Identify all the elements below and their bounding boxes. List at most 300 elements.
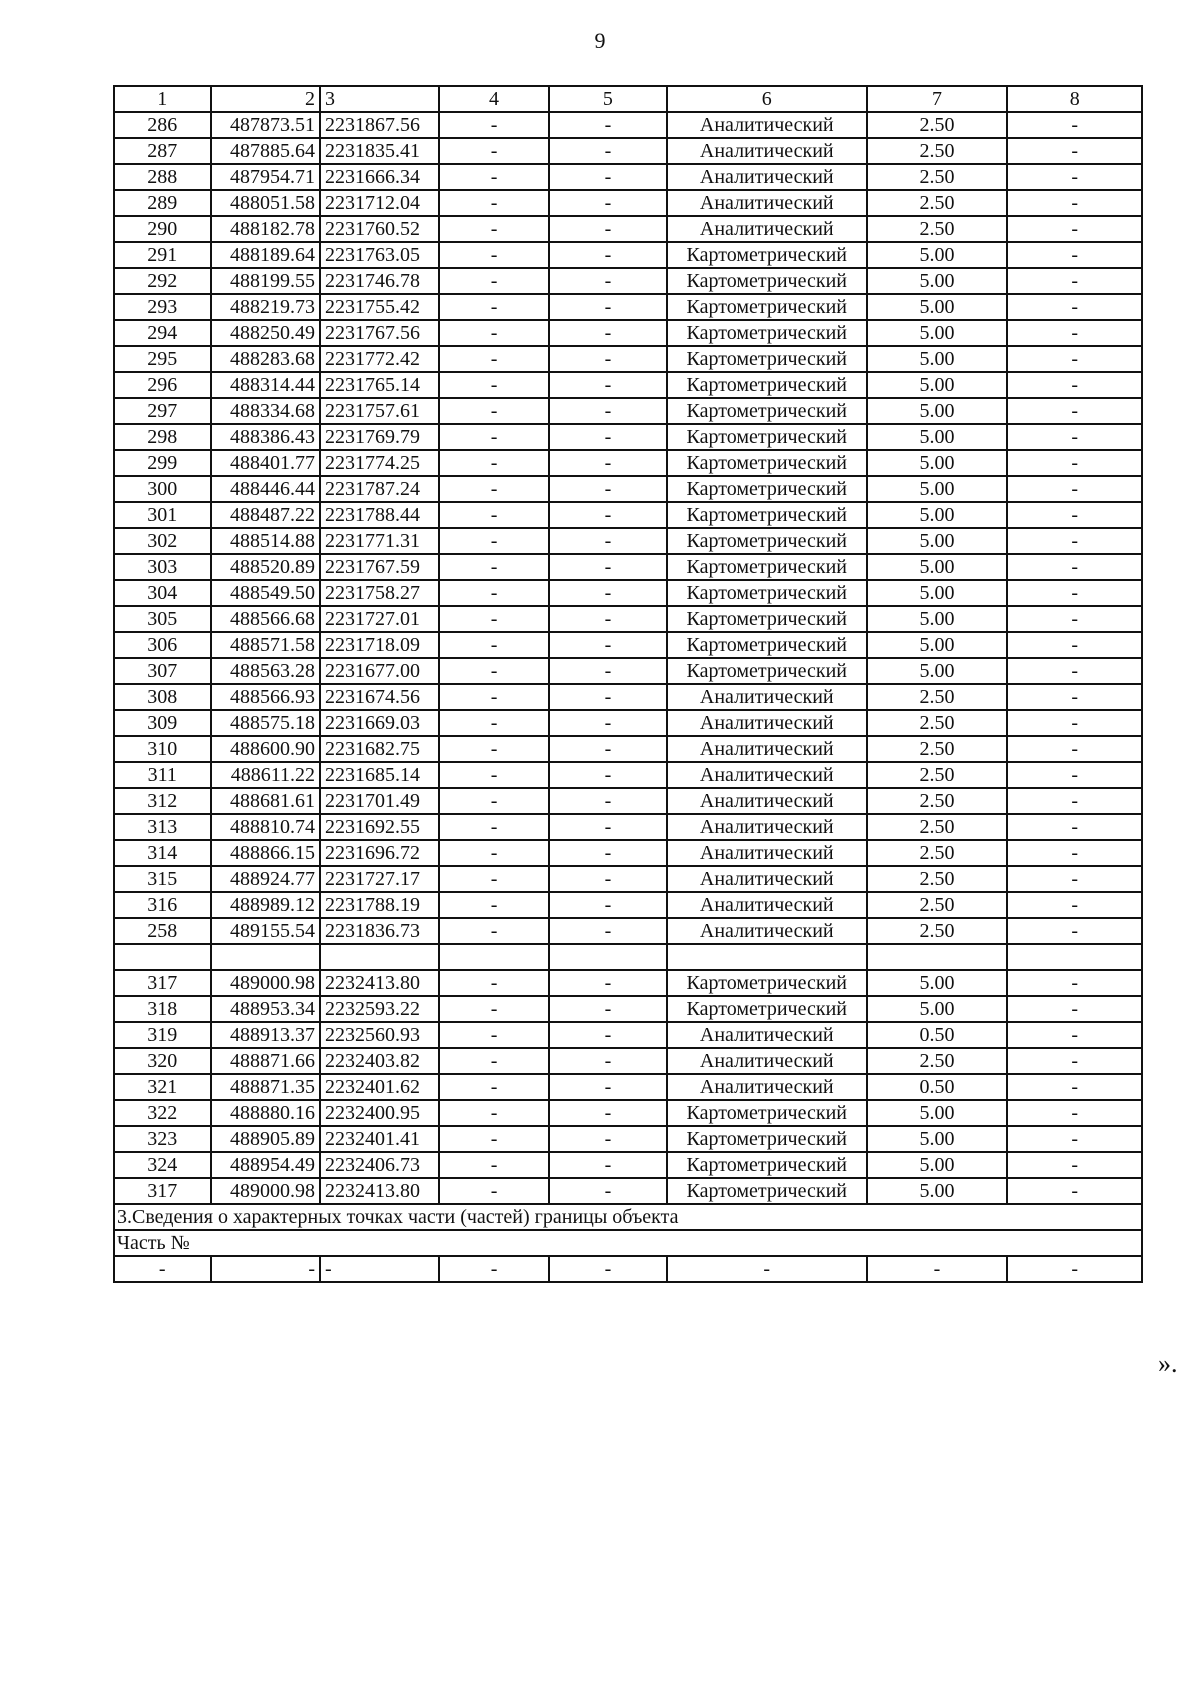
table-cell-col-5: - <box>549 1100 667 1126</box>
table-cell-col-4: - <box>439 840 549 866</box>
table-cell-col-3: 2231696.72 <box>320 840 439 866</box>
table-cell-col-1: 319 <box>114 1022 211 1048</box>
table-cell-col-5: - <box>549 112 667 138</box>
table-cell-col-6: Картометрический <box>667 632 867 658</box>
table-cell-col-3: 2231685.14 <box>320 762 439 788</box>
table-cell-col-5: - <box>549 866 667 892</box>
table-row <box>114 970 1142 996</box>
table-cell-col-6: Аналитический <box>667 762 867 788</box>
table-cell-col-1: 322 <box>114 1100 211 1126</box>
table-cell-col-4: - <box>439 138 549 164</box>
table-cell-col-8: - <box>1007 502 1142 528</box>
table-cell-col-3: 2231677.00 <box>320 658 439 684</box>
table-cell-col-1: 304 <box>114 580 211 606</box>
table-cell-col-7: 5.00 <box>867 580 1008 606</box>
table-cell-col-3: 2232560.93 <box>320 1022 439 1048</box>
table-cell-col-2: 488514.88 <box>211 528 321 554</box>
table-cell-col-3: 2231669.03 <box>320 710 439 736</box>
table-cell-col-1: 311 <box>114 762 211 788</box>
table-row <box>114 424 1142 450</box>
table-cell-col-2: 488283.68 <box>211 346 321 372</box>
table-cell-col-8: - <box>1007 1074 1142 1100</box>
table-cell-col-8: - <box>1007 450 1142 476</box>
table-cell-col-7: 5.00 <box>867 294 1008 320</box>
table-cell-col-5: - <box>549 606 667 632</box>
table-cell-col-4: - <box>439 1256 549 1282</box>
table-header-row <box>114 86 1142 112</box>
table-cell-col-7: 5.00 <box>867 606 1008 632</box>
table-cell-col-4: - <box>439 242 549 268</box>
table-cell-col-4: - <box>439 216 549 242</box>
table-cell-col-7: 5.00 <box>867 476 1008 502</box>
table-cell-col-3: 2231787.24 <box>320 476 439 502</box>
table-cell-col-6: Аналитический <box>667 814 867 840</box>
table-cell-col-4: - <box>439 268 549 294</box>
table-cell-col-2: 488386.43 <box>211 424 321 450</box>
table-cell-col-3: 2231758.27 <box>320 580 439 606</box>
table-cell-col-7: 5.00 <box>867 242 1008 268</box>
table-cell-col-6: Картометрический <box>667 268 867 294</box>
table-cell-col-3: 2232406.73 <box>320 1152 439 1178</box>
table-cell-col-1: 258 <box>114 918 211 944</box>
table-cell-col-6: Картометрический <box>667 424 867 450</box>
table-cell-col-2: 488571.58 <box>211 632 321 658</box>
table-cell-col-6: Аналитический <box>667 190 867 216</box>
table-cell-col-6: Аналитический <box>667 866 867 892</box>
table-cell-col-1: 290 <box>114 216 211 242</box>
table-cell-col-5: - <box>549 450 667 476</box>
table-cell-col-1: 289 <box>114 190 211 216</box>
table-cell-col-8: - <box>1007 1256 1142 1282</box>
table-cell-col-7: 2.50 <box>867 840 1008 866</box>
table-cell-col-7: 2.50 <box>867 138 1008 164</box>
table-cell-col-6: Аналитический <box>667 112 867 138</box>
table-cell-col-3: 2231835.41 <box>320 138 439 164</box>
table-cell-col-7: 5.00 <box>867 970 1008 996</box>
table-cell-col-3: 2231682.75 <box>320 736 439 762</box>
table-cell-col-1: 292 <box>114 268 211 294</box>
table-cell-col-3: 2231767.59 <box>320 554 439 580</box>
table-cell-col-4: - <box>439 918 549 944</box>
table-cell-col-3: 2231701.49 <box>320 788 439 814</box>
table-cell-col-4: - <box>439 710 549 736</box>
table-cell-col-4: - <box>439 866 549 892</box>
table-cell-col-6: Аналитический <box>667 216 867 242</box>
table-row <box>114 944 1142 970</box>
table-row <box>114 814 1142 840</box>
table-cell-col-3: 2232593.22 <box>320 996 439 1022</box>
table-row <box>114 398 1142 424</box>
table-cell-col-2: 488250.49 <box>211 320 321 346</box>
table-cell-col-6: Картометрический <box>667 450 867 476</box>
table-cell-col-3: 2232401.41 <box>320 1126 439 1152</box>
table-cell-col-7: 2.50 <box>867 762 1008 788</box>
table-cell-col-1: - <box>114 1256 211 1282</box>
table-cell-col-5: - <box>549 632 667 658</box>
table-cell-col-2: 488189.64 <box>211 242 321 268</box>
table-cell-col-5: - <box>549 138 667 164</box>
table-cell-col-7: 7 <box>867 86 1008 112</box>
table-cell-col-1: 310 <box>114 736 211 762</box>
table-cell-col-5 <box>549 944 667 970</box>
table-cell-col-5: - <box>549 346 667 372</box>
table-cell-col-3: 2231727.01 <box>320 606 439 632</box>
table-cell-col-4: - <box>439 372 549 398</box>
table-cell-col-2: 488575.18 <box>211 710 321 736</box>
table-cell-col-1: 298 <box>114 424 211 450</box>
table-cell-col-3: 2231772.42 <box>320 346 439 372</box>
table-cell-col-2: 488954.49 <box>211 1152 321 1178</box>
table-cell-col-8: - <box>1007 294 1142 320</box>
table-cell-col-4: - <box>439 164 549 190</box>
table-row <box>114 294 1142 320</box>
table-cell-col-1: 296 <box>114 372 211 398</box>
table-cell-col-3: 2231765.14 <box>320 372 439 398</box>
table-cell-col-2: 489000.98 <box>211 1178 321 1204</box>
table-cell-col-4: - <box>439 1022 549 1048</box>
table-cell-col-5: - <box>549 1048 667 1074</box>
table-cell-col-3: 2231763.05 <box>320 242 439 268</box>
table-cell-col-1: 320 <box>114 1048 211 1074</box>
table-cell-col-5: - <box>549 840 667 866</box>
table-cell-col-3: 2231767.56 <box>320 320 439 346</box>
table-cell-col-7: - <box>867 1256 1008 1282</box>
table-cell-col-3: 2231760.52 <box>320 216 439 242</box>
table-cell-col-5: - <box>549 554 667 580</box>
table-cell-col-7: 2.50 <box>867 866 1008 892</box>
table-cell-col-8: - <box>1007 632 1142 658</box>
table-cell-col-3: 2231718.09 <box>320 632 439 658</box>
table-cell-col-7: 2.50 <box>867 164 1008 190</box>
table-cell-col-6: Аналитический <box>667 788 867 814</box>
table-cell-col-1: 313 <box>114 814 211 840</box>
table-cell-col-6: Аналитический <box>667 164 867 190</box>
table-row <box>114 684 1142 710</box>
table-cell-col-8: - <box>1007 190 1142 216</box>
table-cell-col-4: - <box>439 736 549 762</box>
table-cell-col-5: - <box>549 918 667 944</box>
table-cell-col-4: - <box>439 632 549 658</box>
table-cell-col-8: - <box>1007 424 1142 450</box>
table-cell-col-8: - <box>1007 788 1142 814</box>
table-cell-col-6: Картометрический <box>667 658 867 684</box>
table-cell-col-1: 306 <box>114 632 211 658</box>
table-cell-col-2: 488199.55 <box>211 268 321 294</box>
table-cell-col-1: 301 <box>114 502 211 528</box>
table-cell-col-6: Картометрический <box>667 996 867 1022</box>
table-cell-col-5: - <box>549 372 667 398</box>
table-cell-col-3: 2231757.61 <box>320 398 439 424</box>
table-cell-col-4: - <box>439 970 549 996</box>
table-cell-col-5: - <box>549 580 667 606</box>
table-cell-col-5: - <box>549 164 667 190</box>
table-cell-col-2: 488566.68 <box>211 606 321 632</box>
table-cell-col-3: 2231692.55 <box>320 814 439 840</box>
table-cell-col-2: 488219.73 <box>211 294 321 320</box>
table-cell-col-3: 2231774.25 <box>320 450 439 476</box>
table-cell-col-3: 2231674.56 <box>320 684 439 710</box>
table-cell-col-7: 2.50 <box>867 788 1008 814</box>
table-cell-col-7: 5.00 <box>867 346 1008 372</box>
table-cell-col-4: - <box>439 892 549 918</box>
table-cell-col-4: 4 <box>439 86 549 112</box>
table-cell-col-7: 2.50 <box>867 736 1008 762</box>
table-cell-col-7: 2.50 <box>867 710 1008 736</box>
table-cell-col-6: Картометрический <box>667 970 867 996</box>
table-cell-col-5: - <box>549 242 667 268</box>
table-row <box>114 840 1142 866</box>
table-cell-col-3: 2231746.78 <box>320 268 439 294</box>
table-cell-col-7: 2.50 <box>867 892 1008 918</box>
table-row <box>114 164 1142 190</box>
table-cell-col-2: 488871.35 <box>211 1074 321 1100</box>
table-cell-col-8 <box>1007 944 1142 970</box>
table-cell-col-6: Картометрический <box>667 242 867 268</box>
table-cell-col-5: - <box>549 892 667 918</box>
table-cell-col-8: - <box>1007 1178 1142 1204</box>
table-cell-col-2: 488924.77 <box>211 866 321 892</box>
table-row <box>114 528 1142 554</box>
table-cell-col-1: 317 <box>114 1178 211 1204</box>
table-cell-col-8: - <box>1007 1022 1142 1048</box>
table-cell-col-2: 487954.71 <box>211 164 321 190</box>
table-cell-col-8: - <box>1007 372 1142 398</box>
table-cell-col-8: - <box>1007 242 1142 268</box>
table-cell-col-2: 488871.66 <box>211 1048 321 1074</box>
table-cell-col-2: 488600.90 <box>211 736 321 762</box>
part-label-cell: Часть № <box>114 1230 1142 1256</box>
table-cell-col-4: - <box>439 554 549 580</box>
table-cell-col-8: - <box>1007 476 1142 502</box>
table-cell-col-6: Картометрический <box>667 528 867 554</box>
table-cell-col-3: 2232413.80 <box>320 1178 439 1204</box>
table-cell-col-2: 489155.54 <box>211 918 321 944</box>
table-cell-col-7: 5.00 <box>867 372 1008 398</box>
page-number: 9 <box>594 28 606 53</box>
table-row <box>114 1048 1142 1074</box>
table-cell-col-1: 312 <box>114 788 211 814</box>
table-cell-col-5: - <box>549 684 667 710</box>
table-cell-col-4: - <box>439 346 549 372</box>
table-cell-col-8: - <box>1007 1152 1142 1178</box>
table-cell-col-4: - <box>439 1048 549 1074</box>
table-cell-col-4: - <box>439 1074 549 1100</box>
table-cell-col-5: - <box>549 294 667 320</box>
table-row <box>114 1152 1142 1178</box>
table-cell-col-4: - <box>439 1126 549 1152</box>
table-row <box>114 502 1142 528</box>
table-row <box>114 216 1142 242</box>
table-cell-col-7: 5.00 <box>867 1178 1008 1204</box>
table-cell-col-8: - <box>1007 606 1142 632</box>
table-cell-col-7: 2.50 <box>867 216 1008 242</box>
table-cell-col-2: 489000.98 <box>211 970 321 996</box>
table-row <box>114 1022 1142 1048</box>
table-cell-col-6: Аналитический <box>667 736 867 762</box>
table-cell-col-7: 5.00 <box>867 450 1008 476</box>
table-cell-col-1: 315 <box>114 866 211 892</box>
table-cell-col-1: 302 <box>114 528 211 554</box>
table-cell-col-5: - <box>549 1256 667 1282</box>
table-cell-col-1: 323 <box>114 1126 211 1152</box>
table-cell-col-5: - <box>549 1126 667 1152</box>
table-cell-col-8: - <box>1007 268 1142 294</box>
table-cell-col-7: 5.00 <box>867 554 1008 580</box>
table-cell-col-6: Картометрический <box>667 294 867 320</box>
table-cell-col-4: - <box>439 684 549 710</box>
table-cell-col-7: 5.00 <box>867 996 1008 1022</box>
table-cell-col-4 <box>439 944 549 970</box>
table-cell-col-1: 297 <box>114 398 211 424</box>
table-cell-col-8: - <box>1007 736 1142 762</box>
table-cell-col-6: Аналитический <box>667 1048 867 1074</box>
table-cell-col-8: - <box>1007 866 1142 892</box>
table-body <box>114 86 1142 1282</box>
table-row <box>114 190 1142 216</box>
table-cell-col-6: Картометрический <box>667 398 867 424</box>
table-cell-col-5: - <box>549 424 667 450</box>
table-cell-col-6: Картометрический <box>667 320 867 346</box>
table-cell-col-5: - <box>549 710 667 736</box>
table-cell-col-4: - <box>439 502 549 528</box>
table-cell-col-4: - <box>439 112 549 138</box>
table-cell-col-4: - <box>439 450 549 476</box>
table-cell-col-2: 488446.44 <box>211 476 321 502</box>
table-cell-col-2: 487873.51 <box>211 112 321 138</box>
table-cell-col-7: 5.00 <box>867 320 1008 346</box>
table-cell-col-3: 3 <box>320 86 439 112</box>
table-cell-col-6: Аналитический <box>667 1022 867 1048</box>
table-cell-col-3: - <box>320 1256 439 1282</box>
table-cell-col-6: Картометрический <box>667 580 867 606</box>
table-cell-col-4: - <box>439 1152 549 1178</box>
table-cell-col-2: 488953.34 <box>211 996 321 1022</box>
table-cell-col-5: - <box>549 736 667 762</box>
table-cell-col-4: - <box>439 1178 549 1204</box>
table-cell-col-3: 2231769.79 <box>320 424 439 450</box>
table-cell-col-7: 2.50 <box>867 814 1008 840</box>
table-row <box>114 1178 1142 1204</box>
table-cell-col-1: 316 <box>114 892 211 918</box>
table-cell-col-7: 5.00 <box>867 632 1008 658</box>
table-cell-col-5: - <box>549 762 667 788</box>
table-cell-col-1: 303 <box>114 554 211 580</box>
table-cell-col-7: 0.50 <box>867 1022 1008 1048</box>
table-row <box>114 788 1142 814</box>
table-row <box>114 1074 1142 1100</box>
table-cell-col-8: - <box>1007 1126 1142 1152</box>
table-cell-col-7: 0.50 <box>867 1074 1008 1100</box>
table-cell-col-7: 5.00 <box>867 268 1008 294</box>
table-cell-col-5: - <box>549 268 667 294</box>
table-cell-col-8: - <box>1007 892 1142 918</box>
table-cell-col-2: 488334.68 <box>211 398 321 424</box>
table-cell-col-3: 2232401.62 <box>320 1074 439 1100</box>
table-cell-col-8: - <box>1007 684 1142 710</box>
table-cell-col-2: 488866.15 <box>211 840 321 866</box>
table-cell-col-1: 288 <box>114 164 211 190</box>
table-cell-col-4: - <box>439 996 549 1022</box>
table-cell-col-2: 488880.16 <box>211 1100 321 1126</box>
table-cell-col-6: Картометрический <box>667 476 867 502</box>
table-row <box>114 268 1142 294</box>
table-cell-col-7: 5.00 <box>867 1126 1008 1152</box>
table-cell-col-3: 2232413.80 <box>320 970 439 996</box>
table-cell-col-1: 309 <box>114 710 211 736</box>
table-cell-col-8: - <box>1007 320 1142 346</box>
table-row <box>114 632 1142 658</box>
table-cell-col-8: - <box>1007 398 1142 424</box>
table-row <box>114 476 1142 502</box>
table-cell-col-8: - <box>1007 112 1142 138</box>
table-cell-col-7: 2.50 <box>867 190 1008 216</box>
table-cell-col-2: 488989.12 <box>211 892 321 918</box>
closing-quote-mark: ». <box>1158 1349 1178 1378</box>
table-cell-col-1: 321 <box>114 1074 211 1100</box>
section-title-row <box>114 1204 1142 1230</box>
table-row <box>114 580 1142 606</box>
table-cell-col-8: - <box>1007 528 1142 554</box>
table-cell-col-7: 2.50 <box>867 112 1008 138</box>
table-cell-col-6: Картометрический <box>667 1126 867 1152</box>
table-cell-col-4: - <box>439 476 549 502</box>
table-cell-col-5: - <box>549 658 667 684</box>
table-cell-col-6: Картометрический <box>667 1178 867 1204</box>
table-cell-col-7: 5.00 <box>867 658 1008 684</box>
table-cell-col-3 <box>320 944 439 970</box>
table-row <box>114 996 1142 1022</box>
table-cell-col-6: Аналитический <box>667 710 867 736</box>
table-cell-col-4: - <box>439 190 549 216</box>
table-cell-col-6: Картометрический <box>667 502 867 528</box>
table-cell-col-1: 293 <box>114 294 211 320</box>
table-row <box>114 242 1142 268</box>
table-cell-col-2: 488314.44 <box>211 372 321 398</box>
table-cell-col-8: - <box>1007 580 1142 606</box>
table-cell-col-4: - <box>439 658 549 684</box>
table-cell-col-1: 287 <box>114 138 211 164</box>
table-cell-col-4: - <box>439 320 549 346</box>
table-cell-col-4: - <box>439 606 549 632</box>
table-cell-col-3: 2231771.31 <box>320 528 439 554</box>
table-cell-col-4: - <box>439 398 549 424</box>
table-cell-col-6: Картометрический <box>667 554 867 580</box>
table-cell-col-2: - <box>211 1256 321 1282</box>
table-cell-col-8: - <box>1007 346 1142 372</box>
table-cell-col-5: - <box>549 996 667 1022</box>
coordinates-table <box>113 85 1143 1283</box>
table-cell-col-2: 488182.78 <box>211 216 321 242</box>
table-row <box>114 892 1142 918</box>
table-cell-col-8: - <box>1007 840 1142 866</box>
table-cell-col-8: - <box>1007 996 1142 1022</box>
table-cell-col-1: 324 <box>114 1152 211 1178</box>
table-row <box>114 658 1142 684</box>
table-cell-col-6 <box>667 944 867 970</box>
table-cell-col-8: - <box>1007 216 1142 242</box>
table-cell-col-3: 2232400.95 <box>320 1100 439 1126</box>
table-cell-col-2: 488487.22 <box>211 502 321 528</box>
table-cell-col-3: 2231755.42 <box>320 294 439 320</box>
table-cell-col-2: 488051.58 <box>211 190 321 216</box>
table-cell-col-6: Аналитический <box>667 684 867 710</box>
table-cell-col-2: 488549.50 <box>211 580 321 606</box>
table-cell-col-5: - <box>549 788 667 814</box>
table-row <box>114 1126 1142 1152</box>
table-row <box>114 866 1142 892</box>
table-cell-col-4: - <box>439 294 549 320</box>
table-row <box>114 710 1142 736</box>
